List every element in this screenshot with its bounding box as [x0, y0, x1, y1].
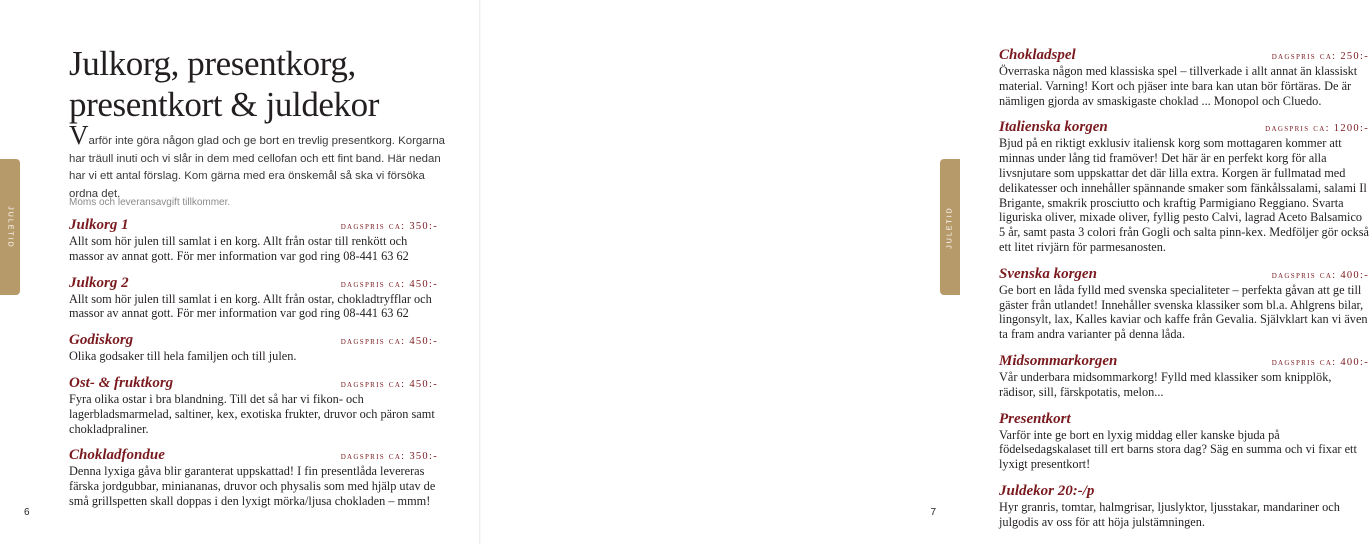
right-page [480, 0, 1369, 544]
product-price: dagspris ca: 450:- [340, 336, 438, 348]
product-description: Överraska någon med klassiska spel – tillverkade i allt annat än klassiskt material. Varning! Kort och pjäser inte bara kan utan bör förtäras. De är nämligen gjorda av smaskigaste choklad ... Monopol och Cluedo. [999, 64, 1358, 108]
product-item [999, 119, 1369, 254]
product-price: dagspris ca: 350:- [340, 451, 438, 463]
product-description: Olika godsaker till hela familjen och till julen. [69, 349, 297, 364]
left-page [0, 0, 480, 544]
product-list-left [69, 217, 438, 520]
page-number-left: 6 [24, 507, 30, 518]
product-price: dagspris ca: 400:- [1271, 356, 1369, 368]
product-description: Denna lyxiga gåva blir garanterat uppskattad! I fin presentlåda levereras färska jordgubbar, miniananas, druvor och physalis som med hjälp utav de små grillspetten skall doppas i den lyxigt mörka/ljusa chokladen – mmm! [69, 464, 436, 508]
product-description: Hyr granris, tomtar, halmgrisar, ljuslyktor, ljusstakar, mandariner och julgodis av oss för att höja julstämningen. [999, 499, 1340, 529]
product-name: Ost- & fruktkorg [69, 374, 174, 391]
intro-paragraph [69, 120, 449, 203]
product-item [69, 217, 438, 264]
product-name: Juldekor 20:-/p [999, 482, 1095, 499]
product-description: Allt som hör julen till samlat i en korg. Allt från ostar till renkött och massor av annat gott. För mer information var god ring 08-441 63 62 [69, 234, 409, 263]
product-name: Chokladspel [999, 47, 1076, 63]
product-name: Presentkort [999, 410, 1071, 427]
product-name: Midsommarkorgen [999, 352, 1118, 369]
section-tab-right [940, 159, 960, 295]
title-line-2: presentkort & juldekor [69, 85, 380, 124]
product-item [69, 332, 438, 364]
product-item [999, 266, 1369, 342]
product-name: Julkorg 2 [69, 274, 129, 291]
product-item [999, 47, 1369, 108]
section-tab-label: JULETID [946, 205, 954, 249]
product-item [999, 411, 1369, 472]
product-price: dagspris ca: 400:- [1271, 269, 1369, 281]
product-price: dagspris ca: 1200:- [1265, 123, 1369, 135]
page-number-right: 7 [930, 507, 936, 518]
product-price: dagspris ca: 450:- [340, 378, 438, 390]
product-description: Vår underbara midsommarkorg! Fylld med klassiker som knipplök, rädisor, sill, färskpotatis, melon... [999, 369, 1332, 399]
page-title [69, 43, 429, 125]
product-name: Godiskorg [69, 332, 134, 349]
product-description: Allt som hör julen till samlat i en korg. Allt från ostar, chokladtryfflar och massor av annat gott. För mer information var god ring 08-441 63 62 [69, 291, 432, 321]
product-price: dagspris ca: 350:- [340, 221, 438, 232]
product-description: Fyra olika ostar i bra blandning. Till det så har vi fikon- och lagerbladsmarmelad, saltiner, kex, exotiska frukter, druvor och päron samt chokladpraliner. [69, 391, 435, 436]
product-item [69, 375, 438, 436]
intro-dropcap: V [69, 120, 89, 150]
product-name: Svenska korgen [999, 265, 1097, 282]
product-description: Bjud på en riktigt exklusiv italiensk korg som mottagaren kommer att minnas under lång tid framöver! Det här är en perfekt korg för alla livsnjutare som uppskattar det där lilla extra. Korgen är fullmatad med delikatesser och innehåller spännande smaker som fänkålssalami, salami Il Brigante, smakrik prosciutto och kraftig Parmigiano Reggiano. Svarta liguriska oliver, mixade oliver, fyllig pesto Calvi, lagrad Aceto Balsamico 5 år, samt pasta 3 colori från Gogli och salta pinn-kex. Medföljer gör också ett litet rivjärn för parmesanosten. [999, 136, 1369, 254]
section-tab-left [0, 159, 20, 295]
product-list-right [999, 47, 1369, 541]
product-item [69, 447, 438, 508]
product-description: Ge bort en låda fylld med svenska specialiteter – perfekta gåvan att ge till gäster från utlandet! Innehåller svenska klassiker som bl.a. Ahlgrens bilar, lingonsylt, lax, Kalles kaviar och kaffe från Gevalia. Självklart kan vi även ta fram andra varianter på denna låda. [999, 282, 1368, 342]
product-description: Varför inte ge bort en lyxig middag eller kanske bjuda på födelsedagskalaset till ert barns stora dag? Säg en summa och vi fixar ett lyxigt presentkort! [999, 427, 1357, 472]
product-item [999, 483, 1369, 530]
product-name: Italienska korgen [999, 119, 1108, 136]
vat-note: Moms och leveransavgift tillkommer. [69, 197, 231, 208]
product-name: Chokladfondue [69, 447, 165, 464]
product-item [69, 275, 438, 322]
product-item [999, 353, 1369, 400]
section-tab-label: JULETID [6, 205, 14, 249]
product-price: dagspris ca: 250:- [1271, 51, 1369, 62]
intro-text: arför inte göra någon glad och ge bort en trevlig presentkorg. Korgarna har träull inuti och vi slår in dem med cellofan och ett fint band. Här nedan har vi ett antal förslag. Kom gärna med era önskemål så ska vi försöka ordna det. [69, 135, 445, 200]
product-name: Julkorg 1 [69, 217, 129, 233]
product-price: dagspris ca: 450:- [340, 278, 438, 290]
title-line-1: Julkorg, presentkorg, [69, 44, 356, 83]
